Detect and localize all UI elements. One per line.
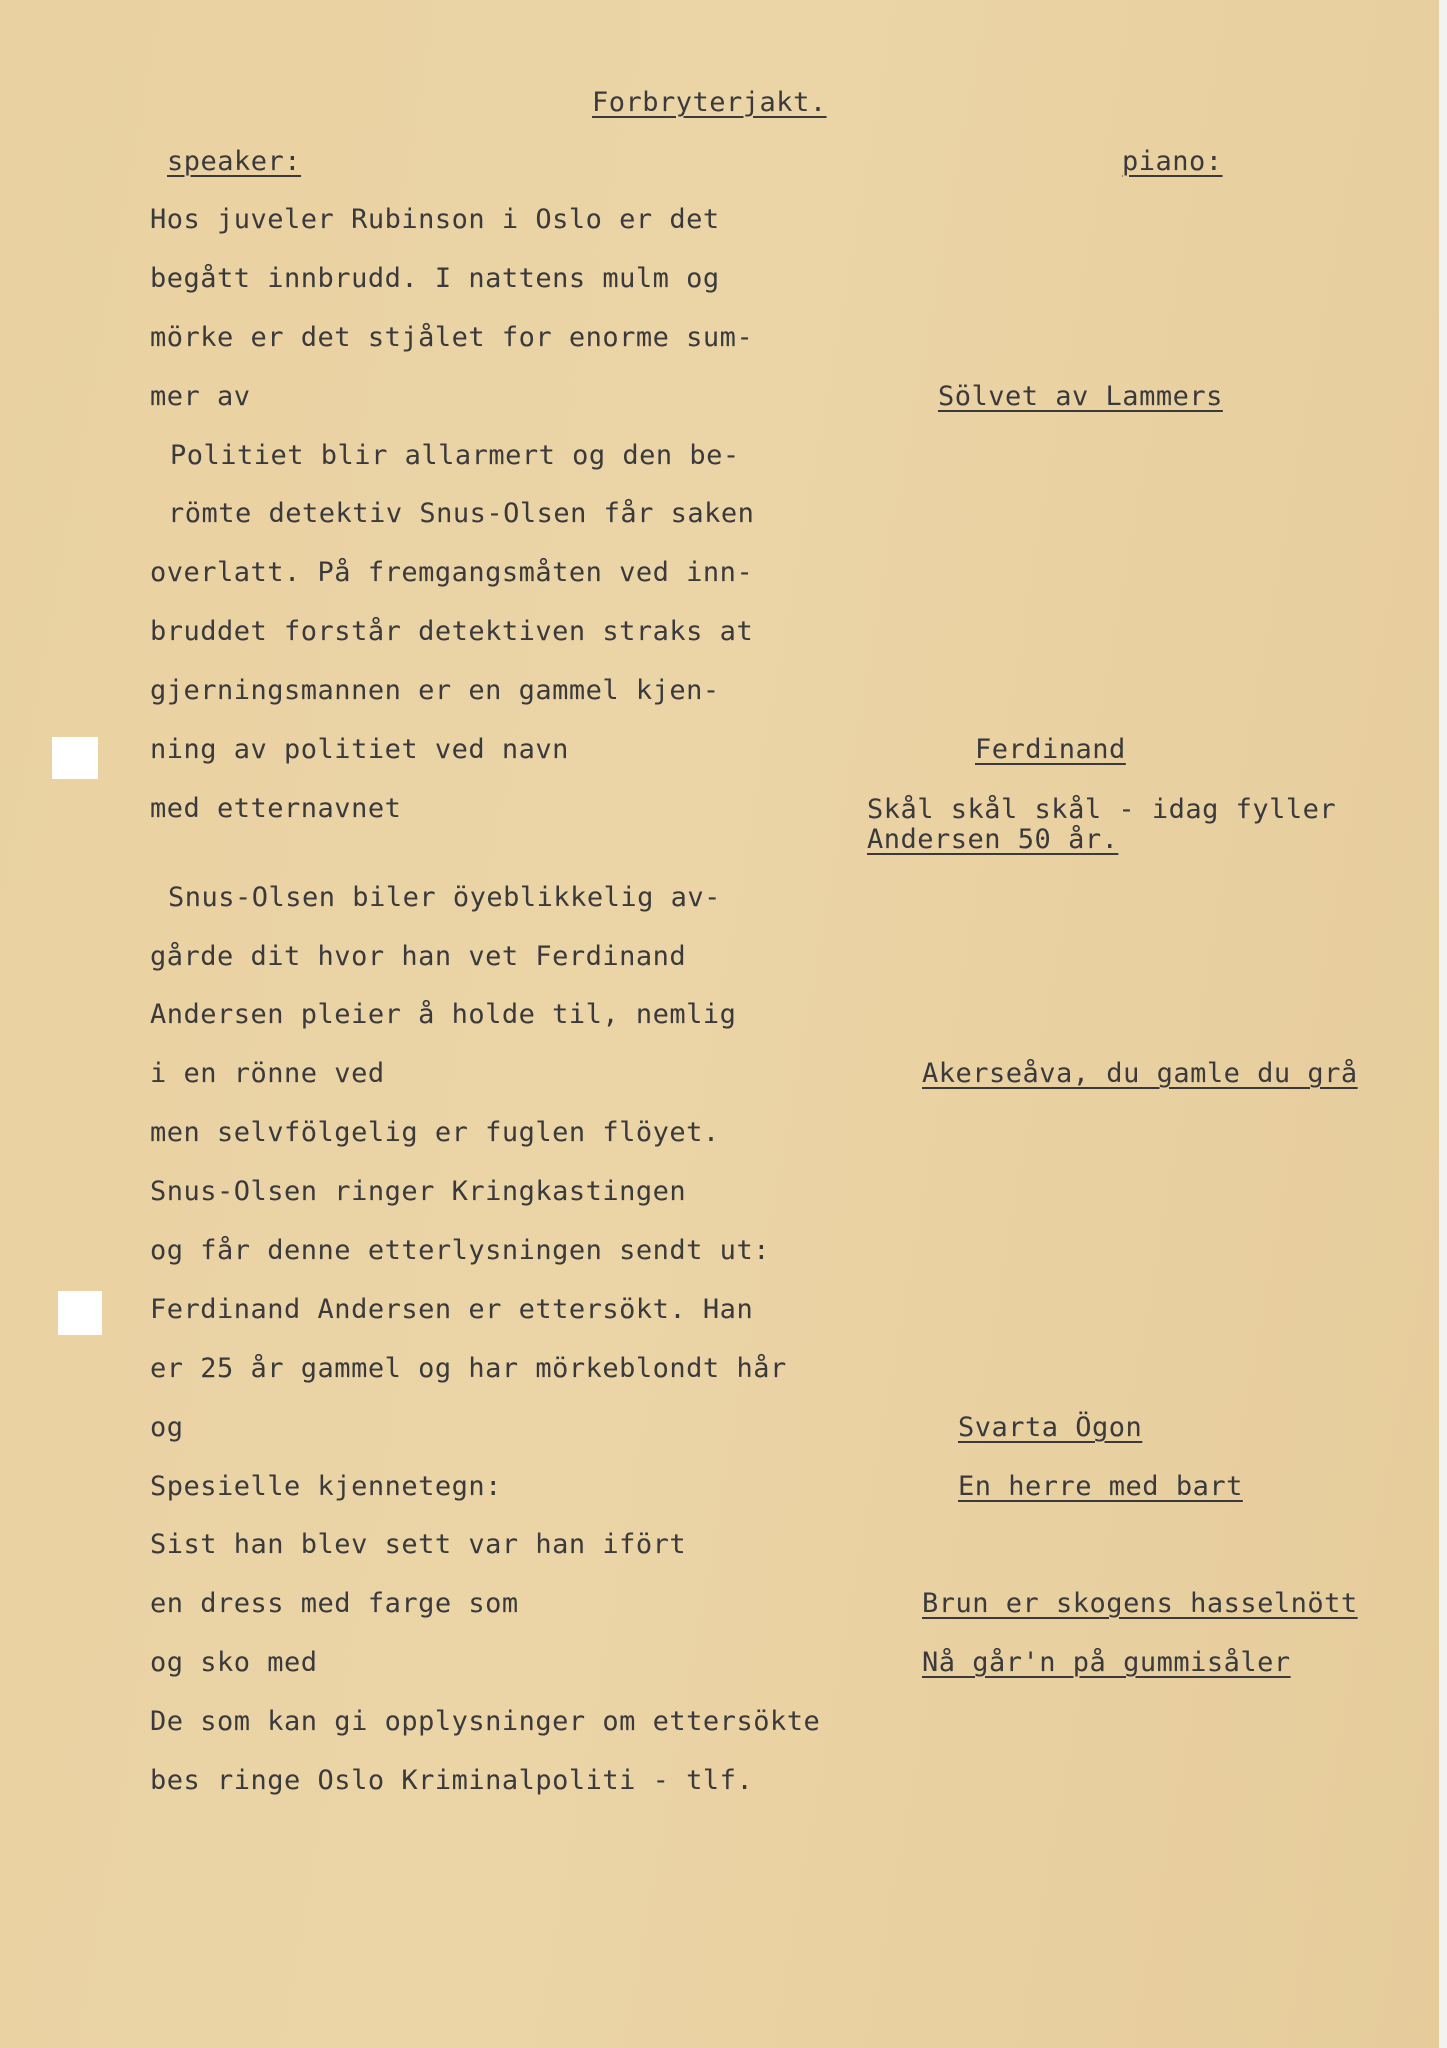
speaker-line: Sist han blev sett var han ifört <box>150 1529 687 1560</box>
piano-cue: Ferdinand <box>975 734 1126 765</box>
page-edge <box>1439 0 1447 2048</box>
speaker-line: og får denne etterlysningen sendt ut: <box>150 1235 770 1266</box>
speaker-line: ning av politiet ved navn <box>150 734 569 765</box>
piano-cue: Svarta Ögon <box>958 1412 1143 1443</box>
piano-cue: Brun er skogens hasselnött <box>922 1588 1358 1619</box>
speaker-line: men selvfölgelig er fuglen flöyet. <box>150 1117 720 1148</box>
speaker-line: römte detektiv Snus-Olsen får saken <box>168 498 755 529</box>
white-marker-bottom <box>58 1291 102 1335</box>
piano-cue: Andersen 50 år. <box>867 824 1119 855</box>
speaker-line: og <box>150 1412 184 1443</box>
speaker-line: Hos juveler Rubinson i Oslo er det <box>150 204 720 235</box>
speaker-line: med etternavnet <box>150 793 402 824</box>
piano-cue: Nå går'n på gummisåler <box>922 1647 1291 1678</box>
speaker-line: Politiet blir allarmert og den be- <box>170 440 740 471</box>
speaker-line: Ferdinand Andersen er ettersökt. Han <box>150 1294 754 1325</box>
speaker-line: og sko med <box>150 1647 318 1678</box>
speaker-line: mer av <box>150 381 251 412</box>
speaker-line: i en rönne ved <box>150 1058 385 1089</box>
speaker-line: mörke er det stjålet for enorme sum- <box>150 322 754 353</box>
piano-cue: Akerseåva, du gamle du grå <box>922 1058 1358 1089</box>
speaker-line: bruddet forstår detektiven straks at <box>150 616 754 647</box>
speaker-line: Snus-Olsen biler öyeblikkelig av- <box>168 882 721 913</box>
speaker-line: gjerningsmannen er en gammel kjen- <box>150 675 720 706</box>
white-marker-top <box>52 737 98 779</box>
piano-header: piano: <box>1122 146 1223 177</box>
speaker-line: gårde dit hvor han vet Ferdinand <box>150 941 687 972</box>
speaker-line: bes ringe Oslo Kriminalpoliti - tlf. <box>150 1765 754 1796</box>
speaker-header: speaker: <box>167 146 302 177</box>
speaker-line: Andersen pleier å holde til, nemlig <box>150 999 737 1030</box>
piano-cue: Skål skål skål - idag fyller <box>867 794 1337 825</box>
piano-cue: Sölvet av Lammers <box>938 381 1223 412</box>
document-title: Forbryterjakt. <box>592 87 827 118</box>
speaker-line: begått innbrudd. I nattens mulm og <box>150 263 720 294</box>
speaker-line: Snus-Olsen ringer Kringkastingen <box>150 1176 687 1207</box>
speaker-line: De som kan gi opplysninger om ettersökte <box>150 1706 821 1737</box>
speaker-line: en dress med farge som <box>150 1588 519 1619</box>
speaker-line: overlatt. På fremgangsmåten ved inn- <box>150 557 754 588</box>
piano-cue: En herre med bart <box>958 1471 1243 1502</box>
speaker-line: er 25 år gammel og har mörkeblondt hår <box>150 1353 787 1384</box>
speaker-line: Spesielle kjennetegn: <box>150 1471 502 1502</box>
